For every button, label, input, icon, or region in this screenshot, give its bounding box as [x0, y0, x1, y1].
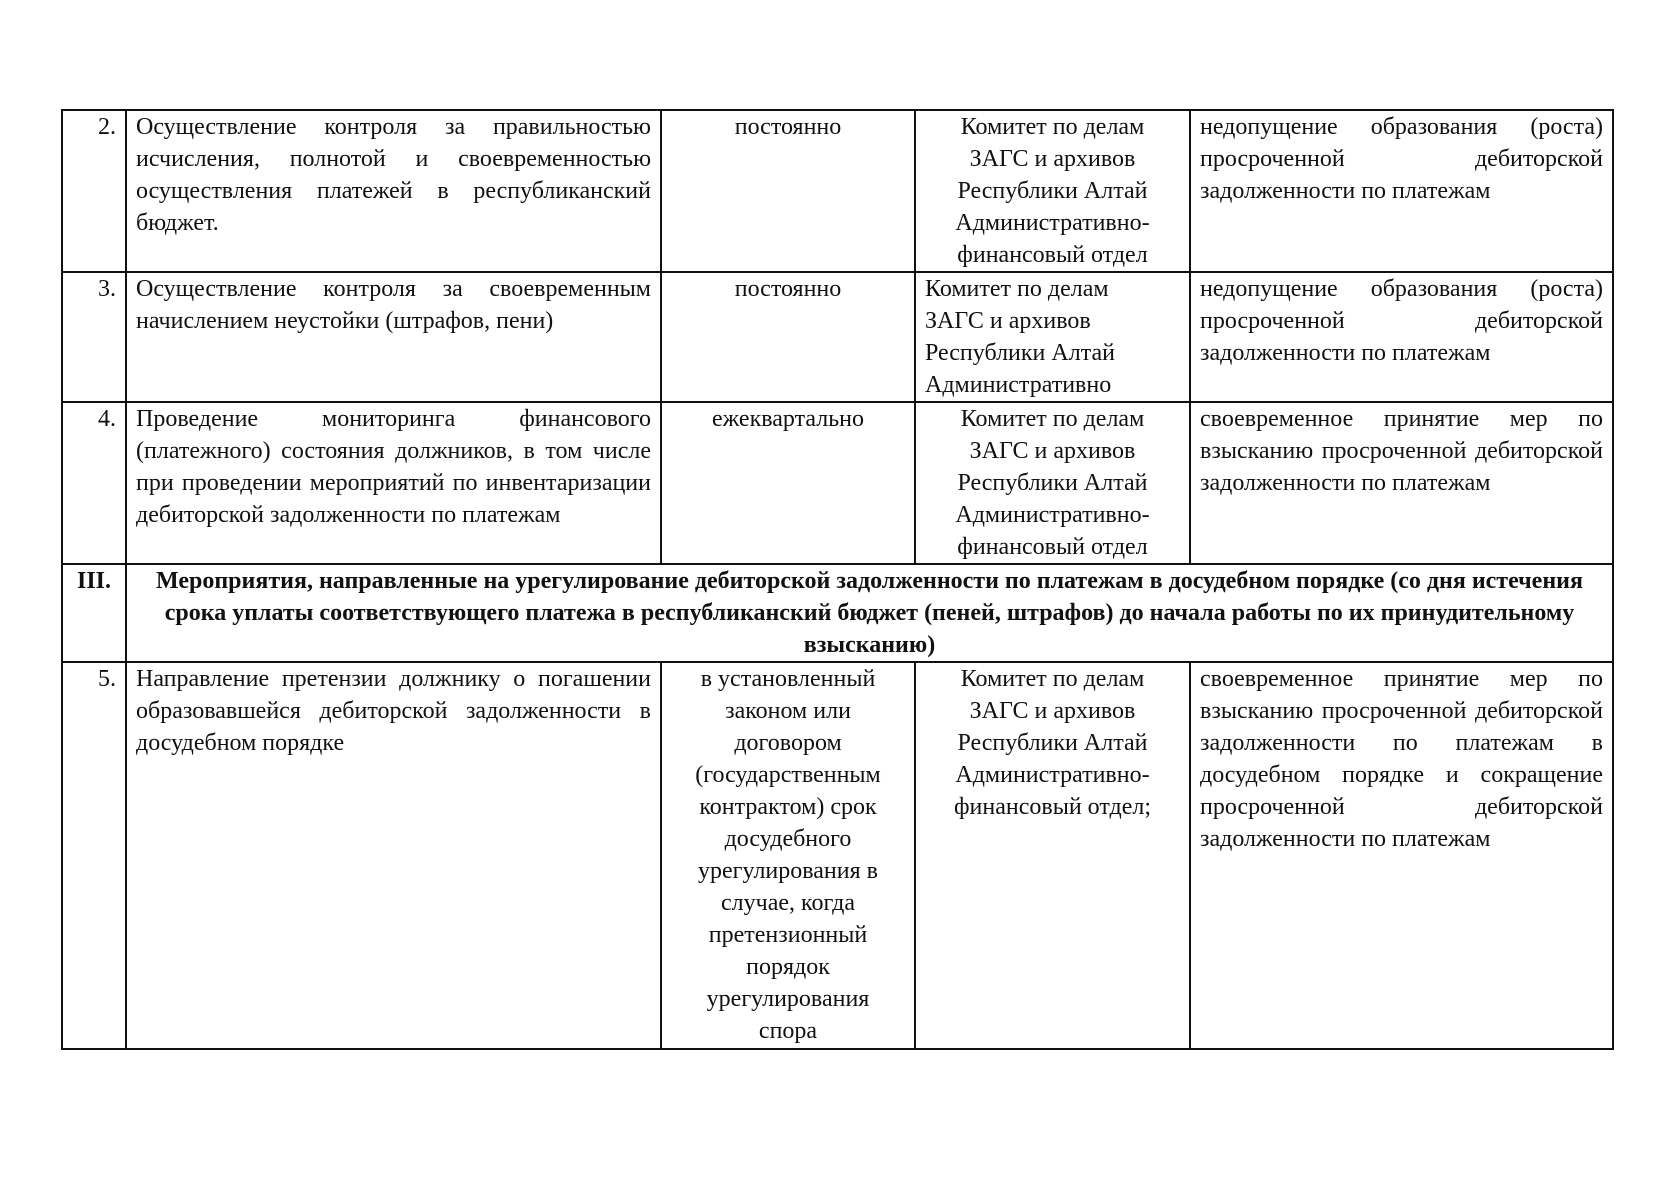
term-line: в установленный: [700, 666, 876, 692]
executor-line: Административно-: [955, 762, 1150, 788]
term-line: урегулирования: [706, 986, 870, 1012]
table-row: [62, 110, 1613, 272]
executor-line: Комитет по делам: [960, 114, 1145, 140]
term-cell: ежеквартально: [661, 402, 915, 564]
term-line: (государственным: [695, 762, 881, 788]
executor-line: Комитет по делам: [960, 406, 1145, 432]
term-line: порядок: [746, 954, 830, 980]
executor-line: Административно-: [955, 210, 1150, 236]
term-line: контрактом) срок: [699, 794, 877, 820]
executor-line: Комитет по делам: [960, 666, 1145, 692]
term-cell: [661, 662, 915, 1049]
row-number: 3.: [62, 272, 126, 402]
executor-line: финансовый отдел: [957, 242, 1148, 268]
term-line: урегулирования в: [698, 858, 878, 884]
term-line: претензионный: [708, 922, 868, 948]
executor-cell: [915, 662, 1190, 1049]
section-title: Мероприятия, направленные на урегулирование дебиторской задолженности по платежам в досудебном порядке (со дня истечения срока уплаты соответствующего платежа в республиканский бюджет (пеней, штрафов) до начала работы по их принудительному взысканию): [126, 564, 1613, 662]
executor-line: Республики Алтай: [957, 178, 1148, 204]
measures-table: [61, 109, 1614, 1050]
executor-line: ЗАГС и архивов: [969, 438, 1136, 464]
term-line: спора: [758, 1018, 818, 1044]
result-cell: своевременное принятие мер по взысканию просроченной дебиторской задолженности по платежам: [1190, 402, 1613, 564]
term-line: случае, когда: [721, 890, 855, 916]
term-line: договором: [734, 730, 842, 756]
executor-line: Комитет по делам: [925, 276, 1109, 302]
section-row: [62, 564, 1613, 662]
executor-line: Республики Алтай: [957, 470, 1148, 496]
executor-line: ЗАГС и архивов: [925, 308, 1091, 334]
executor-line: Административно-: [955, 502, 1150, 528]
row-number: 5.: [62, 662, 126, 1049]
table-row: [62, 402, 1613, 564]
section-number: III.: [62, 564, 126, 662]
activity-cell: Проведение мониторинга финансового (платежного) состояния должников, в том числе при проведении мероприятий по инвентаризации дебиторской задолженности по платежам: [126, 402, 661, 564]
term-cell: постоянно: [661, 272, 915, 402]
result-cell: недопущение образования (роста) просроченной дебиторской задолженности по платежам: [1190, 272, 1613, 402]
executor-line: ЗАГС и архивов: [969, 146, 1136, 172]
table-row: [62, 272, 1613, 402]
executor-cell: [915, 110, 1190, 272]
executor-line: ЗАГС и архивов: [969, 698, 1136, 724]
activity-cell: Осуществление контроля за своевременным начислением неустойки (штрафов, пени): [126, 272, 661, 402]
executor-line: Республики Алтай: [957, 730, 1148, 756]
activity-cell: Осуществление контроля за правильностью исчисления, полнотой и своевременностью осуществления платежей в республиканский бюджет.: [126, 110, 661, 272]
executor-line: финансовый отдел;: [953, 794, 1152, 820]
activity-cell: Направление претензии должнику о погашении образовавшейся дебиторской задолженности в досудебном порядке: [126, 662, 661, 1049]
executor-line: Административно: [925, 372, 1112, 398]
row-number: 2.: [62, 110, 126, 272]
executor-cell: [915, 272, 1190, 402]
row-number: 4.: [62, 402, 126, 564]
result-cell: своевременное принятие мер по взысканию просроченной дебиторской задолженности по платежам в досудебном порядке и сокращение просроченной дебиторской задолженности по платежам: [1190, 662, 1613, 1049]
executor-line: финансовый отдел: [957, 534, 1148, 560]
term-line: законом или: [725, 698, 851, 724]
result-cell: недопущение образования (роста) просроченной дебиторской задолженности по платежам: [1190, 110, 1613, 272]
term-line: досудебного: [724, 826, 852, 852]
executor-cell: [915, 402, 1190, 564]
table-row: [62, 662, 1613, 1049]
term-cell: постоянно: [661, 110, 915, 272]
executor-line: Республики Алтай: [925, 340, 1115, 366]
